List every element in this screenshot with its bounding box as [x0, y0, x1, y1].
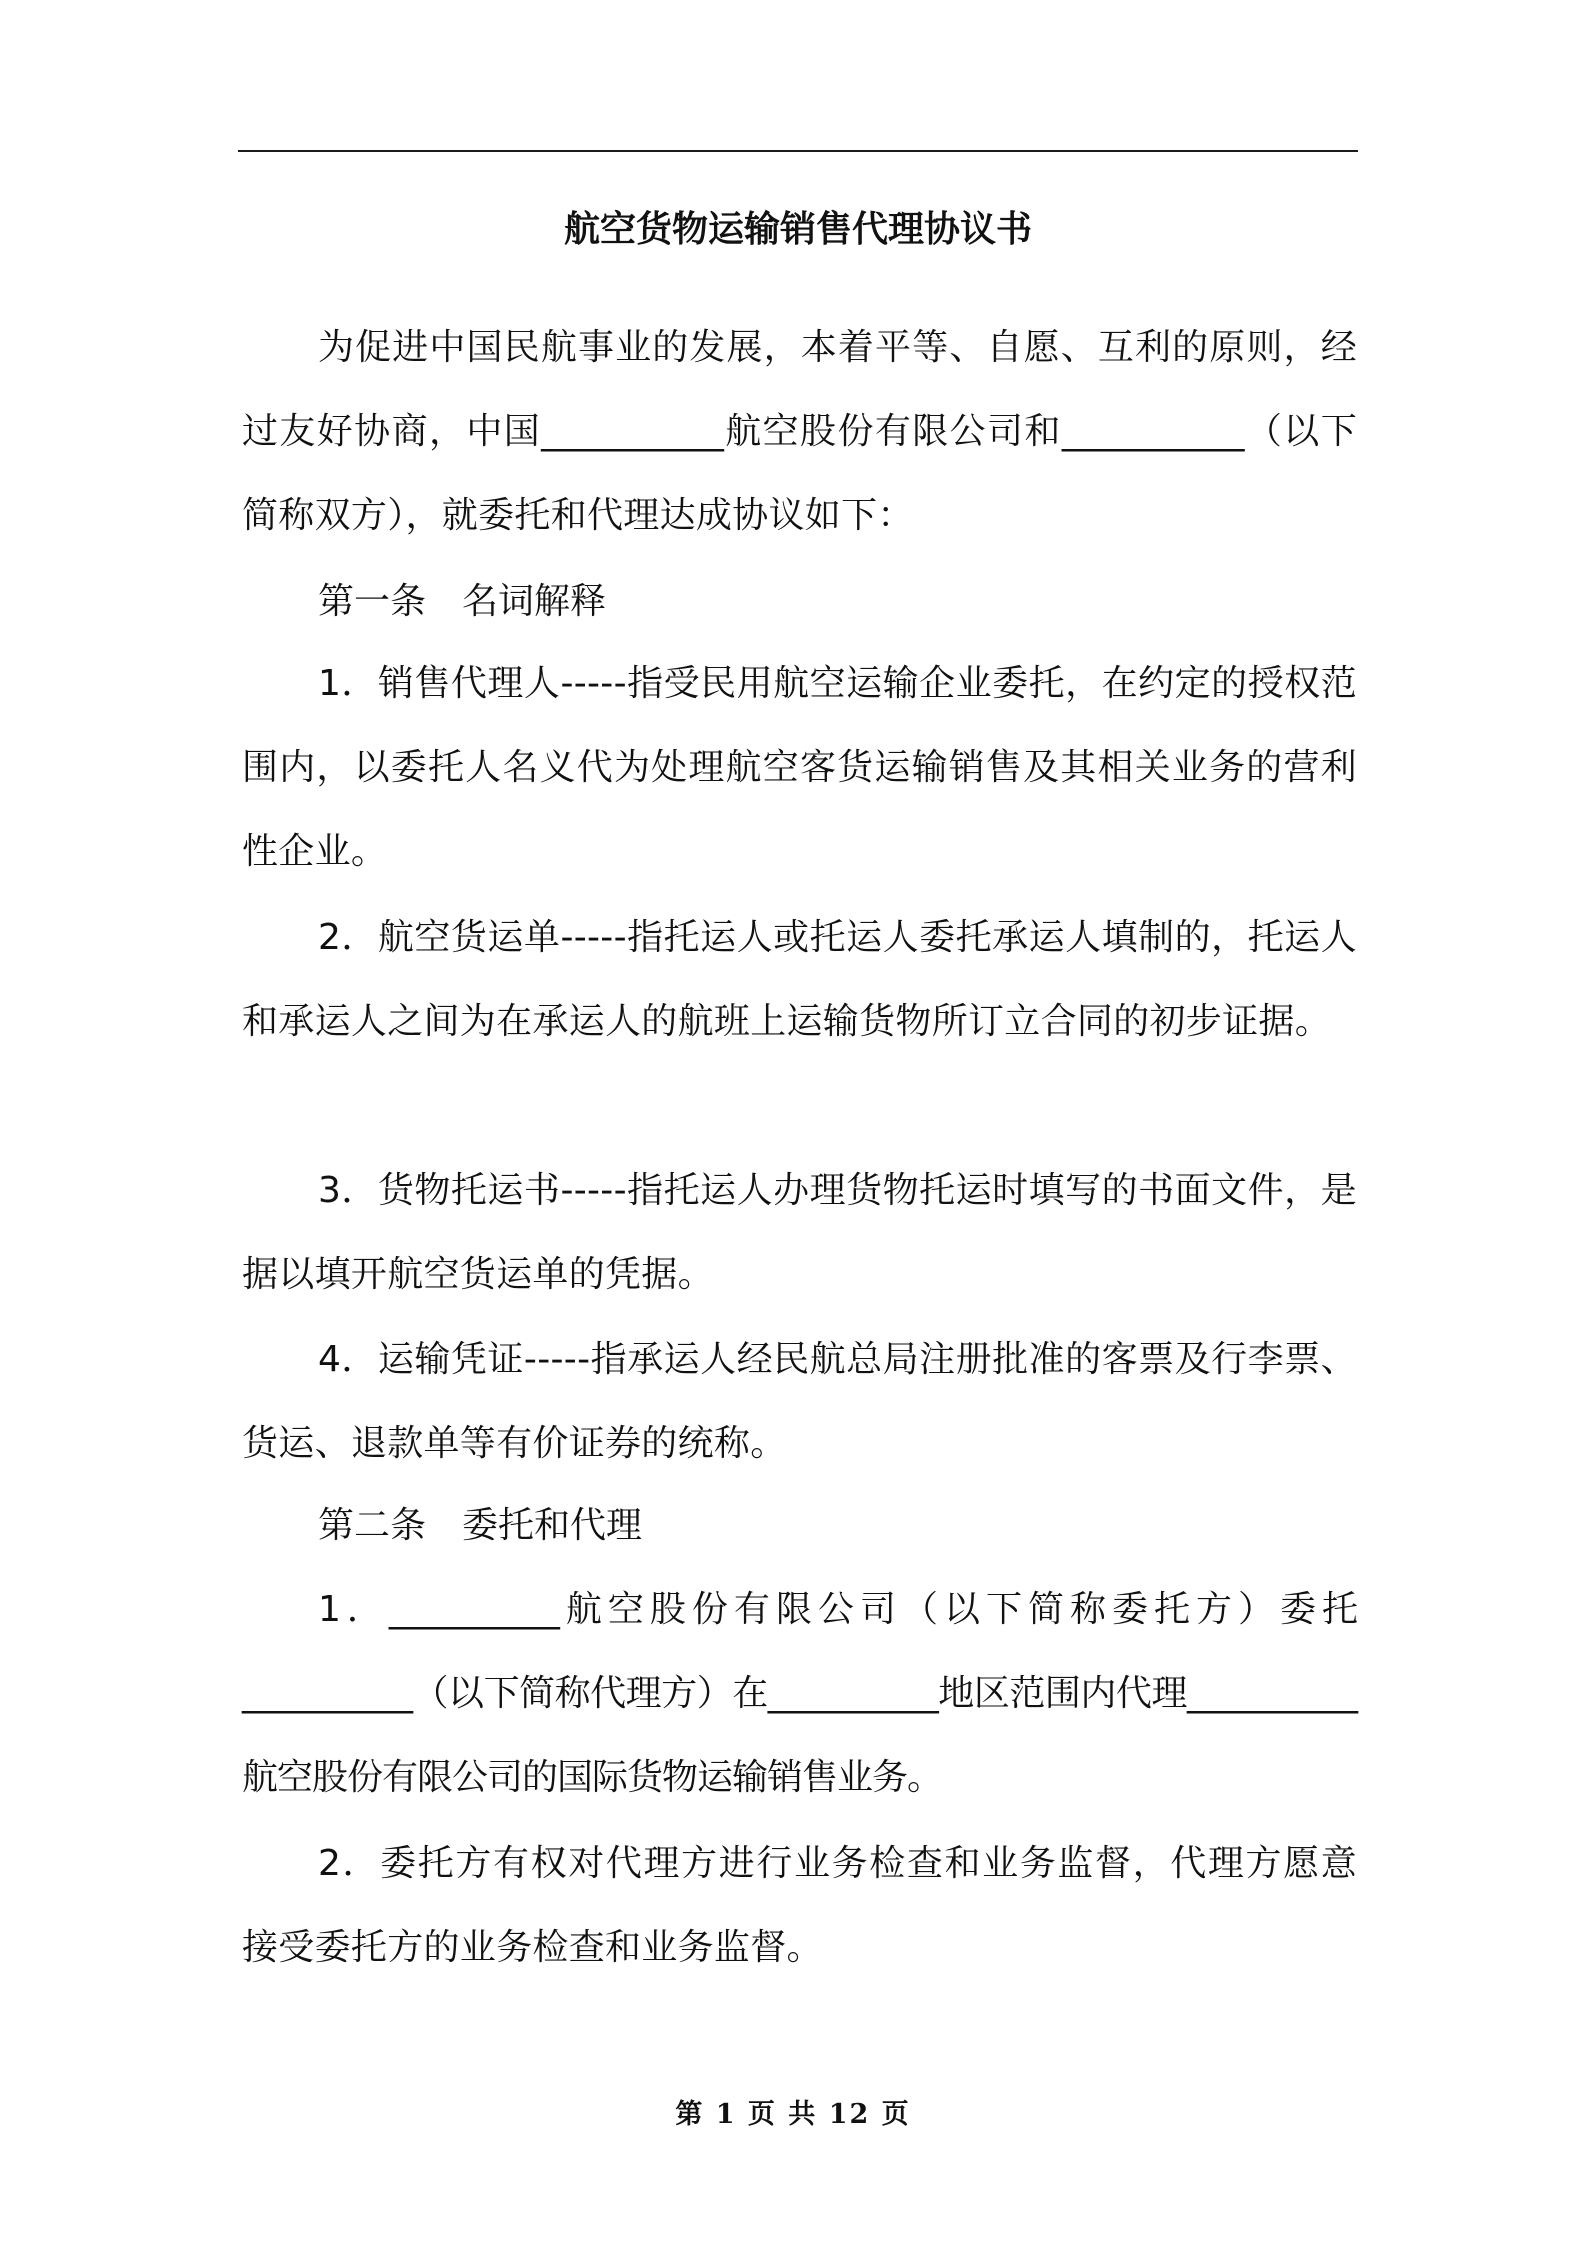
article-2-heading: 第二条 委托和代理	[318, 1505, 643, 1546]
article-2-item-2: 2．委托方有权对代理方进行业务检查和业务监督，代理方愿意接受委托方的业务检查和业务监督。	[242, 1843, 1357, 1968]
article-1-item-4: 4．运输凭证-----指承运人经民航总局注册批准的客票及行李票、货运、退款单等有价证券的统称。	[242, 1339, 1357, 1464]
article-1-item-3: 3．货物托运书-----指托运人办理货物托运时填写的书面文件，是据以填开航空货运单的凭据。	[242, 1170, 1357, 1295]
article-1-item-2: 2．航空货运单-----指托运人或托运人委托承运人填制的，托运人和承运人之间为在承运人的航班上运输货物所订立合同的初步证据。	[242, 917, 1357, 1042]
article-2-item-1: 1．__________航空股份有限公司（以下简称委托方）委托__________（以下简称代理方）在__________地区范围内代理__________航空股份有限公司的国际货物运输销售业务。	[242, 1589, 1357, 1798]
article-1-heading: 第一条 名词解释	[318, 581, 607, 622]
header-rule	[238, 150, 1358, 152]
page-footer: 第 1 页 共 12 页	[675, 2099, 911, 2130]
document-title: 航空货物运输销售代理协议书	[563, 209, 1032, 250]
article-1-item-1: 1．销售代理人-----指受民用航空运输企业委托，在约定的授权范围内，以委托人名义代为处理航空客货运输销售及其相关业务的营利性企业。	[242, 663, 1357, 872]
intro-paragraph: 为促进中国民航事业的发展，本着平等、自愿、互利的原则，经过友好协商，中国__________航空股份有限公司和__________（以下简称双方），就委托和代理达成协议如下：	[242, 327, 1357, 536]
